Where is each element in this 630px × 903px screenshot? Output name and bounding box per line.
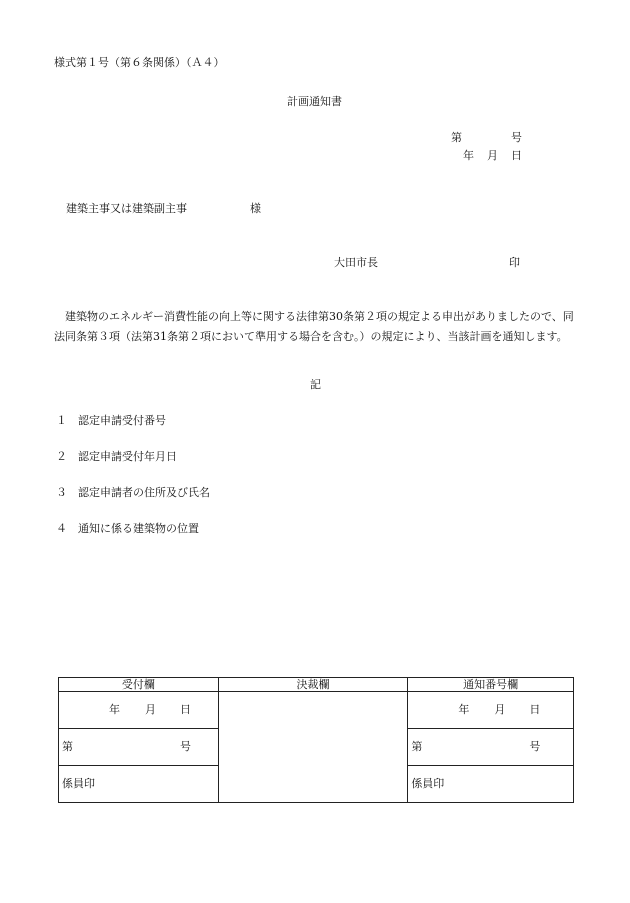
tsuchi-staff-seal: 係員印 <box>411 777 445 790</box>
item-4-text: 通知に係る建築物の位置 <box>78 522 199 535</box>
uketsuke-number-cell <box>59 729 219 766</box>
tsuchi-day: 日 <box>529 703 541 716</box>
tsuchi-number-prefix: 第 <box>411 740 423 753</box>
uketsuke-number-suffix: 号 <box>180 740 191 753</box>
tsuchi-staff-seal-cell <box>408 766 574 803</box>
issuer-name: 大田市長 <box>334 256 378 269</box>
uketsuke-number-prefix: 第 <box>62 740 73 753</box>
form-label: 様式第１号（第６条関係）（Ａ４） <box>54 56 225 69</box>
date-month: 月 <box>487 149 498 162</box>
page-title: 計画通知書 <box>287 95 342 108</box>
uketsuke-year: 年 <box>109 703 120 716</box>
item-1-num: １ <box>56 414 67 427</box>
number-prefix: 第 <box>451 131 462 144</box>
uketsuke-staff-seal-cell <box>59 766 219 803</box>
header-tsuchi-bango: 通知番号欄 <box>408 678 574 692</box>
date-day: 日 <box>511 149 522 162</box>
header-uketsuke: 受付欄 <box>59 678 219 692</box>
ki-heading: 記 <box>310 378 321 391</box>
tsuchi-date-cell <box>408 692 574 729</box>
addressee-honorific: 様 <box>250 202 261 215</box>
uketsuke-day: 日 <box>180 703 191 716</box>
uketsuke-month: 月 <box>145 703 156 716</box>
tsuchi-month: 月 <box>494 703 506 716</box>
item-3-num: ３ <box>56 486 67 499</box>
uketsuke-date-cell <box>59 692 219 729</box>
kessai-cell <box>218 692 408 803</box>
item-3-text: 認定申請者の住所及び氏名 <box>78 486 210 499</box>
tsuchi-number-suffix: 号 <box>529 740 541 753</box>
uketsuke-staff-seal: 係員印 <box>62 777 95 790</box>
item-1-text: 認定申請受付番号 <box>78 414 166 427</box>
addressee-name: 建築主事又は建築副主事 <box>66 202 187 215</box>
body-paragraph: 建築物のエネルギー消費性能の向上等に関する法律第30条第２項の規定よる申出がありましたので、同法同条第３項（法第31条第２項において準用する場合を含む。）の規定により、当該計画を通知します。 <box>54 310 574 343</box>
header-kessai: 決裁欄 <box>218 678 408 692</box>
date-year: 年 <box>463 149 474 162</box>
number-suffix: 号 <box>511 131 522 144</box>
item-2-text: 認定申請受付年月日 <box>78 450 177 463</box>
item-4-num: ４ <box>56 522 67 535</box>
tsuchi-year: 年 <box>458 703 470 716</box>
issuer-seal: 印 <box>509 256 520 269</box>
item-2-num: ２ <box>56 450 67 463</box>
tsuchi-number-cell <box>408 729 574 766</box>
stamp-table <box>58 677 574 803</box>
